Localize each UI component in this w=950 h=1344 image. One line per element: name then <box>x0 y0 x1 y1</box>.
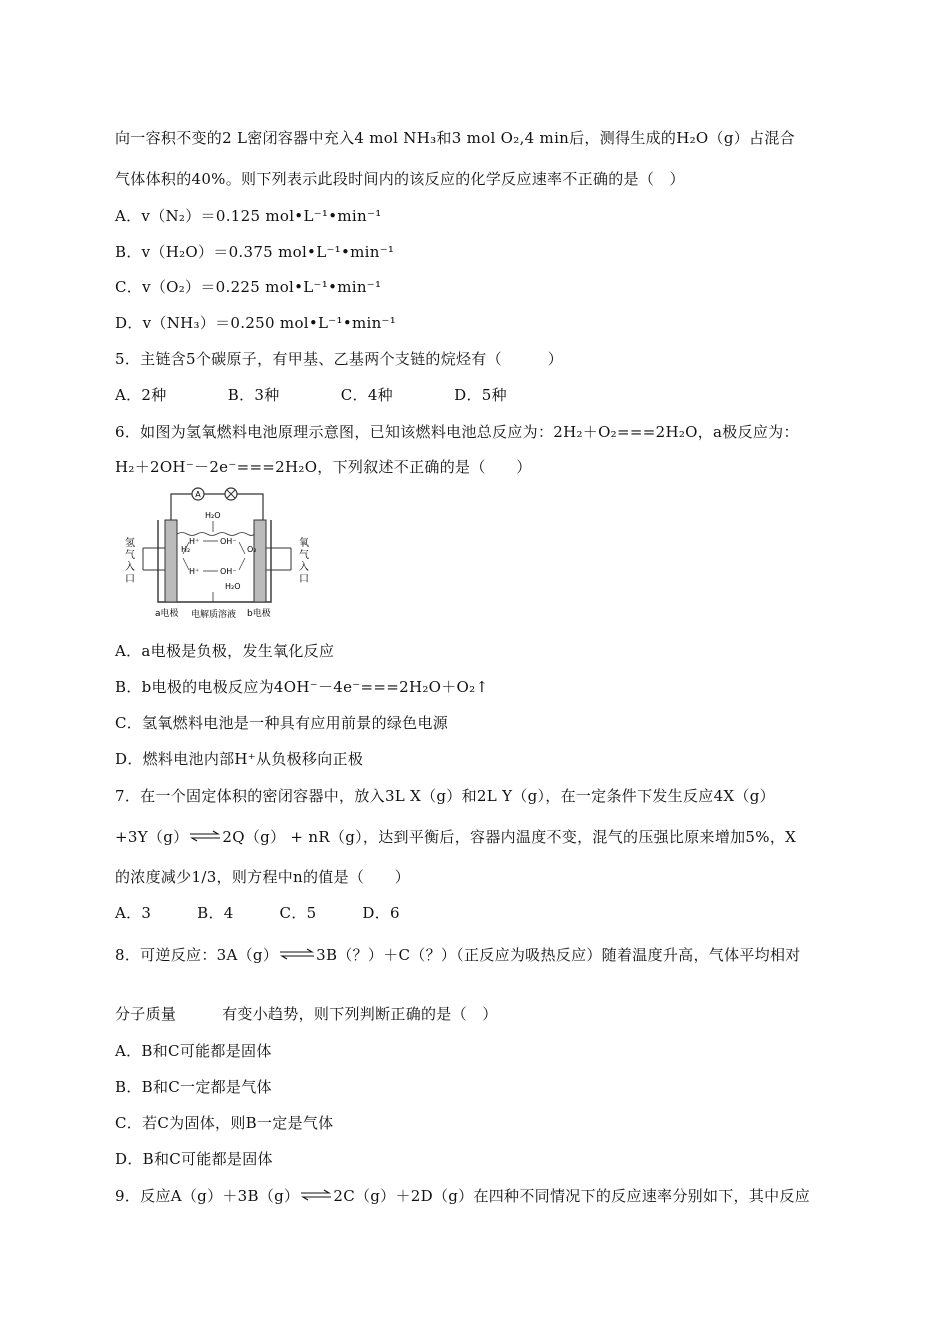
equilibrium-arrow-icon <box>299 1189 333 1201</box>
q6-option-c: C．氢氧燃料电池是一种具有应用前景的绿色电源 <box>115 714 449 732</box>
q8-stem-line1-post: 3B（？）＋C（？）（正反应为吸热反应）随着温度升高，气体平均相对 <box>316 946 801 964</box>
q9-stem-line1-post: 2C（g）＋2D（g）在四种不同情况下的反应速率分别如下，其中反应 <box>333 1187 811 1205</box>
h2o-top-label: H₂O <box>205 511 221 520</box>
q7-stem-line2 <box>115 827 796 847</box>
right-inlet-char3: 入 <box>299 562 309 573</box>
q8-stem-line2: 分子质量 有变小趋势，则下列判断正确的是（ ） <box>115 1005 498 1023</box>
q7-options: A．3 B．4 C．5 D．6 <box>115 904 400 922</box>
q5-stem: 5．主链含5个碳原子，有甲基、乙基两个支链的烷烃有（ ） <box>115 350 564 368</box>
q4-stem-line2: 气体体积的40%。则下列表示此段时间内的该反应的化学反应速率不正确的是（ ） <box>115 170 685 188</box>
left-inlet-char4: 口 <box>125 574 135 585</box>
equilibrium-arrow-icon <box>188 830 222 842</box>
hplus-top-label: H⁺ <box>189 537 200 546</box>
q7-stem-line2-pre: +3Y（g） <box>115 828 189 846</box>
q6-option-b: B．b电极的电极反应为4OH⁻－4e⁻===2H₂O＋O₂↑ <box>115 678 489 696</box>
fuel-cell-diagram <box>113 484 323 624</box>
q4-option-a: A．v（N₂）＝0.125 mol•L⁻¹•min⁻¹ <box>115 207 382 225</box>
q6-stem-line1: 6．如图为氢氧燃料电池原理示意图，已知该燃料电池总反应为：2H₂＋O₂===2H₂O，a极反应为： <box>115 423 799 441</box>
left-inlet-char2: 气 <box>125 550 135 561</box>
oh-top-label: OH⁻ <box>220 537 237 546</box>
q7-stem-line1: 7．在一个固定体积的密闭容器中，放入3L X（g）和2L Y（g），在一定条件下发生反应4X（g） <box>115 787 775 805</box>
q5-options: A．2种 B．3种 C．4种 D．5种 <box>115 386 507 404</box>
electrolyte-label: 电解质溶液 <box>191 610 237 620</box>
electrode-b <box>254 520 266 602</box>
q4-option-b: B．v（H₂O）＝0.375 mol•L⁻¹•min⁻¹ <box>115 243 395 261</box>
q6-option-a: A．a电极是负极，发生氧化反应 <box>115 642 335 660</box>
q4-stem-line1: 向一容积不变的2 L密闭容器中充入4 mol NH₃和3 mol O₂,4 min后，测得生成的H₂O（g）占混合 <box>115 129 795 147</box>
q6-stem-line2: H₂＋2OH⁻－2e⁻===2H₂O，下列叙述不正确的是（ ） <box>115 458 532 476</box>
q6-option-d: D．燃料电池内部H⁺从负极移向正极 <box>115 750 364 768</box>
q8-option-d: D．B和C可能都是固体 <box>115 1150 273 1168</box>
left-inlet-char3: 入 <box>125 562 135 573</box>
right-inlet-char1: 氧 <box>299 538 309 549</box>
h2-label: H₂ <box>181 545 191 554</box>
equilibrium-arrow-icon <box>278 948 316 960</box>
q4-option-c: C．v（O₂）＝0.225 mol•L⁻¹•min⁻¹ <box>115 278 382 296</box>
q8-option-b: B．B和C一定都是气体 <box>115 1078 272 1096</box>
o2-label: O₂ <box>247 545 257 554</box>
q4-option-d: D．v（NH₃）＝0.250 mol•L⁻¹•min⁻¹ <box>115 314 397 332</box>
q8-option-a: A．B和C可能都是固体 <box>115 1042 272 1060</box>
q8-stem-line1 <box>115 945 801 965</box>
q8-option-c: C．若C为固体，则B一定是气体 <box>115 1114 334 1132</box>
hplus-bottom-label: H⁺ <box>189 567 200 576</box>
right-inlet-char4: 口 <box>299 574 309 585</box>
electrode-a-label: a电极 <box>155 609 179 619</box>
q7-stem-line3: 的浓度减少1/3，则方程中n的值是（ ） <box>115 868 411 886</box>
electrode-b-label: b电极 <box>247 609 271 619</box>
ammeter-label: A <box>195 490 201 499</box>
h2o-bottom-label: H₂O <box>225 582 241 591</box>
right-inlet-char2: 气 <box>299 550 309 561</box>
q8-stem-line1-pre: 8．可逆反应：3A（g） <box>115 946 279 964</box>
oh-bottom-label: OH⁻ <box>220 567 237 576</box>
electrode-a <box>165 520 177 602</box>
q7-stem-line2-post: 2Q（g） + nR（g），达到平衡后，容器内温度不变，混气的压强比原来增加5%，X <box>222 828 797 846</box>
q9-stem-line1 <box>115 1186 810 1206</box>
q9-stem-line1-pre: 9．反应A（g）＋3B（g） <box>115 1187 300 1205</box>
left-inlet-char1: 氢 <box>125 538 135 549</box>
